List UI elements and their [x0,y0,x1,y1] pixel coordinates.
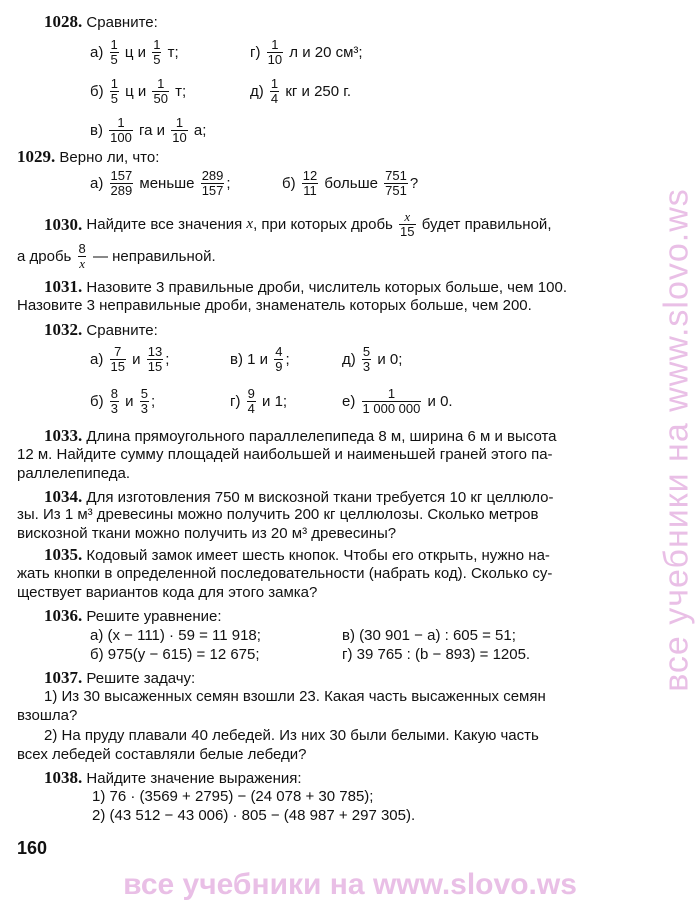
fraction: $\frac{4}{9}$ [275,344,283,374]
item-1032-v: в) 1 и $\frac{4}{9}$ ; [230,344,290,374]
fraction: $\frac{157}{289}$ [110,168,133,198]
item-1032-d: д) $\frac{5}{3}$ и 0; [342,344,403,374]
problem-number: 1034. [44,487,83,506]
fraction: $\frac{5}{3}$ [140,386,148,416]
fraction: $\frac{13}{15}$ [147,344,163,374]
item-1032-a: а) $\frac{7}{15}$ и $\frac{13}{15}$ ; [90,344,170,374]
problem-1038-line1: 1) 76 · (3569 + 2795) − (24 078 + 30 785); [92,788,374,805]
fraction: $\frac{1}{10}$ [172,115,187,145]
problem-1037-line4: всех лебедей составляли белые лебеди? [17,746,307,763]
problem-1028-header [44,12,158,32]
item-1028-d: д) $\frac{1}{4}$ кг и 250 г. [250,76,352,106]
problem-title: Сравните: [86,13,158,31]
problem-1036-header: 1036. Решите уравнение: [44,606,222,625]
problem-1032-header: 1032. Сравните: [44,320,158,339]
fraction: $\frac{1}{4}$ [270,76,279,106]
problem-1035-line2: жать кнопки в определенной последовательности (набрать код). Сколько су- [17,565,553,582]
item-1032-g: г) $\frac{9}{4}$ и 1; [230,386,288,416]
problem-number: 1037. [44,668,83,687]
problem-1037-header: 1037. Решите задачу: [44,668,196,687]
fraction: $\frac{1}{5}$ [153,37,161,67]
item-1036-g: г) 39 765 : (b − 893) = 1205. [342,646,531,663]
fraction: $\frac{1}{50}$ [153,76,168,106]
side-watermark-text: все учебники на www.slovo.ws [657,188,696,692]
problem-1031-line2: Назовите 3 неправильные дроби, знаменатель которых больше, чем 200. [17,297,532,314]
item-1029-b: б) $\frac{12}{11}$ больше $\frac{751}{751}$ ? [282,168,419,198]
problem-1035-line1: 1035. Кодовый замок имеет шесть кнопок. Чтобы его открыть, нужно на- [44,545,550,564]
problem-1033-line2: 12 м. Найдите сумму площадей наибольшей и наименьшей граней этого па- [17,446,553,463]
fraction: $\frac{8}{x}$ [78,241,86,271]
item-1032-e: е) $\frac{1}{1 000 000}$ и 0. [342,386,453,416]
item-1036-b: б) 975(y − 615) = 12 675; [90,646,260,663]
fraction: $\frac{5}{3}$ [362,344,371,374]
fraction: $\frac{x}{15}$ [400,209,415,239]
bottom-watermark: все учебники на www.slovo.ws [123,868,577,901]
problem-number: 1030. [44,214,83,234]
item-1028-b: б) $\frac{1}{5}$ ц и $\frac{1}{50}$ т; [90,76,187,106]
problem-1030-line1: 1030. Найдите все значения x , при которых дробь $\frac{x}{15}$ будет правильной, [44,209,552,239]
problem-number: 1029. [17,147,56,166]
item-1028-a: а) $\frac{1}{5}$ ц и $\frac{1}{5}$ т; [90,37,179,67]
problem-1029-header: 1029. Верно ли, что: [17,147,160,166]
problem-1035-line3: ществует вариантов кода для этого замка? [17,584,318,601]
fraction: $\frac{751}{751}$ [385,168,407,198]
fraction: $\frac{1}{10}$ [267,37,283,67]
problem-number: 1033. [44,426,83,445]
fraction: $\frac{12}{11}$ [302,168,318,198]
fraction: $\frac{1}{1 000 000}$ [362,386,421,416]
page-number: 160 [17,838,48,858]
problem-1037-line2: взошла? [17,707,78,724]
problem-number: 1028. [44,12,83,31]
item-1036-v: в) (30 901 − a) : 605 = 51; [342,627,516,644]
fraction: $\frac{9}{4}$ [247,386,255,416]
problem-1034-line3: вискозной ткани можно получить из 20 м³ древесины? [17,525,397,542]
fraction: $\frac{1}{5}$ [110,37,118,67]
fraction: $\frac{7}{15}$ [110,344,125,374]
problem-number: 1031. [44,277,83,296]
item-1036-a: а) (x − 111) · 59 = 11 918; [90,627,261,644]
problem-number: 1036. [44,606,83,625]
fraction: $\frac{1}{5}$ [110,76,118,106]
problem-number: 1035. [44,545,83,564]
item-1032-b: б) $\frac{8}{3}$ и $\frac{5}{3}$ ; [90,386,156,416]
fraction: $\frac{1}{100}$ [110,115,132,145]
item-1029-a: а) $\frac{157}{289}$ меньше $\frac{289}{157}$ ; [90,168,231,198]
problem-number: 1038. [44,768,83,787]
problem-1033-line1: 1033. Длина прямоугольного параллелепипеда 8 м, ширина 6 м и высота [44,426,557,445]
problem-number: 1032. [44,320,83,339]
problem-1034-line1: 1034. Для изготовления 750 м вискозной ткани требуется 10 кг целлюло- [44,487,554,506]
problem-1038-header: 1038. Найдите значение выражения: [44,768,302,787]
fraction: $\frac{8}{3}$ [110,386,118,416]
fraction: $\frac{289}{157}$ [201,168,224,198]
problem-1037-line1: 1) Из 30 высаженных семян взошли 23. Какая часть высаженных семян [44,688,546,705]
item-1028-g: г) $\frac{1}{10}$ л и 20 см³; [250,37,363,67]
problem-1030-line2: а дробь $\frac{8}{x}$ — неправильной. [17,241,216,271]
problem-1038-line2: 2) (43 512 − 43 006) · 805 − (48 987 + 297 305). [92,807,416,824]
side-watermark [652,120,700,760]
problem-1033-line3: раллелепипеда. [17,465,131,482]
item-1028-v: в) $\frac{1}{100}$ га и $\frac{1}{10}$ а; [90,115,207,145]
problem-1034-line2: зы. Из 1 м³ древесины можно получить 200 кг целлюлозы. Сколько метров [17,506,539,523]
problem-1031-line1: 1031. Назовите 3 правильные дроби, числитель которых больше, чем 100. [44,277,567,296]
problem-1037-line3: 2) На пруду плавали 40 лебедей. Из них 30 были белыми. Какую часть [44,727,539,744]
